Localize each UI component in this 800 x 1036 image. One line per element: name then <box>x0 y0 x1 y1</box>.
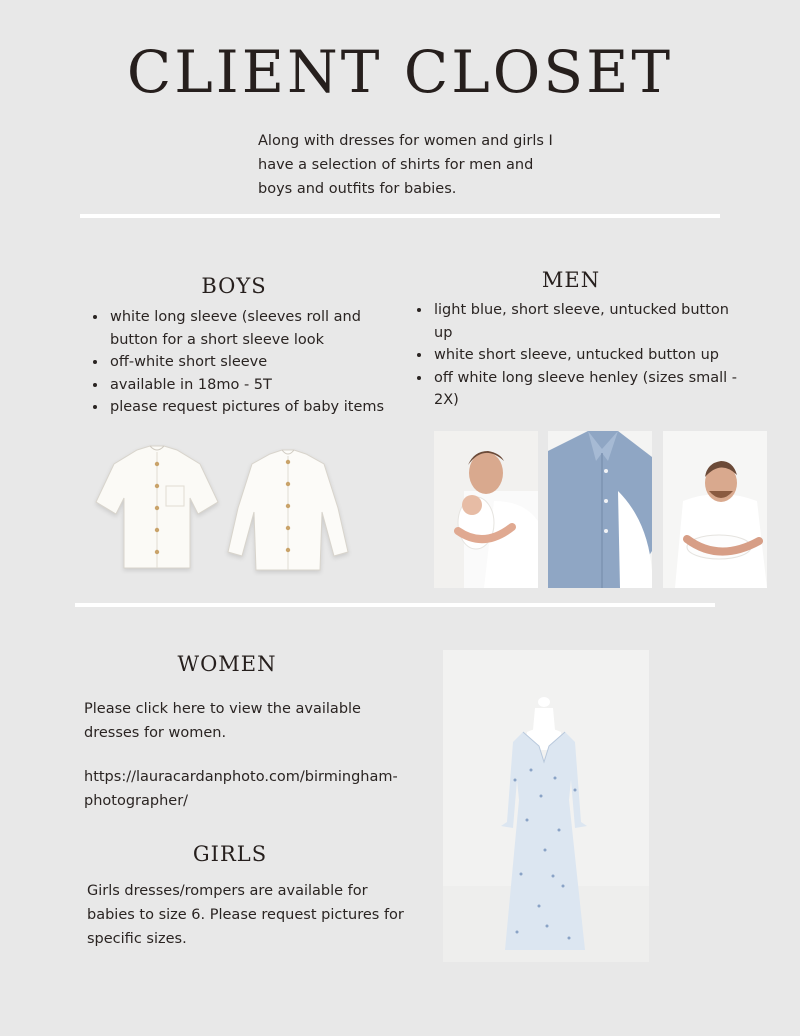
floral-maxi-dress-photo <box>443 650 649 962</box>
boys-heading: BOYS <box>201 274 267 298</box>
light-blue-button-up-shirt-photo <box>548 431 652 588</box>
list-item: • off-white short sleeve <box>108 351 408 374</box>
men-heading: MEN <box>541 268 601 292</box>
list-item: • off white long sleeve henley (sizes small - 2X) <box>432 367 744 412</box>
divider-top <box>80 214 720 218</box>
list-item: • light blue, short sleeve, untucked button up <box>432 299 744 344</box>
white-long-sleeve-shirt-image <box>226 448 350 576</box>
boys-list <box>84 306 408 419</box>
white-short-sleeve-shirt-image <box>92 442 222 574</box>
list-item: • white short sleeve, untucked button up <box>432 344 744 367</box>
list-item: • please request pictures of baby items <box>108 396 408 419</box>
divider-middle <box>75 603 715 607</box>
father-holding-newborn-photo <box>434 431 538 588</box>
girls-text: Girls dresses/rompers are available for babies to size 6. Please request pictures for specific sizes. <box>87 883 404 947</box>
women-link[interactable]: https://lauracardanphoto.com/birmingham-photographer/ <box>84 769 398 809</box>
father-cradling-baby-photo <box>663 431 767 588</box>
girls-heading: GIRLS <box>192 842 268 866</box>
women-text: Please click here to view the available dresses for women. <box>84 701 361 741</box>
list-item: • white long sleeve (sleeves roll and button for a short sleeve look <box>108 306 408 351</box>
men-list <box>408 299 744 412</box>
list-item: • available in 18mo - 5T <box>108 374 408 397</box>
women-heading: WOMEN <box>177 652 277 676</box>
page-title: CLIENT CLOSET <box>126 38 674 106</box>
intro-text: Along with dresses for women and girls I have a selection of shirts for men and boys and outfits for babies. <box>258 133 553 197</box>
